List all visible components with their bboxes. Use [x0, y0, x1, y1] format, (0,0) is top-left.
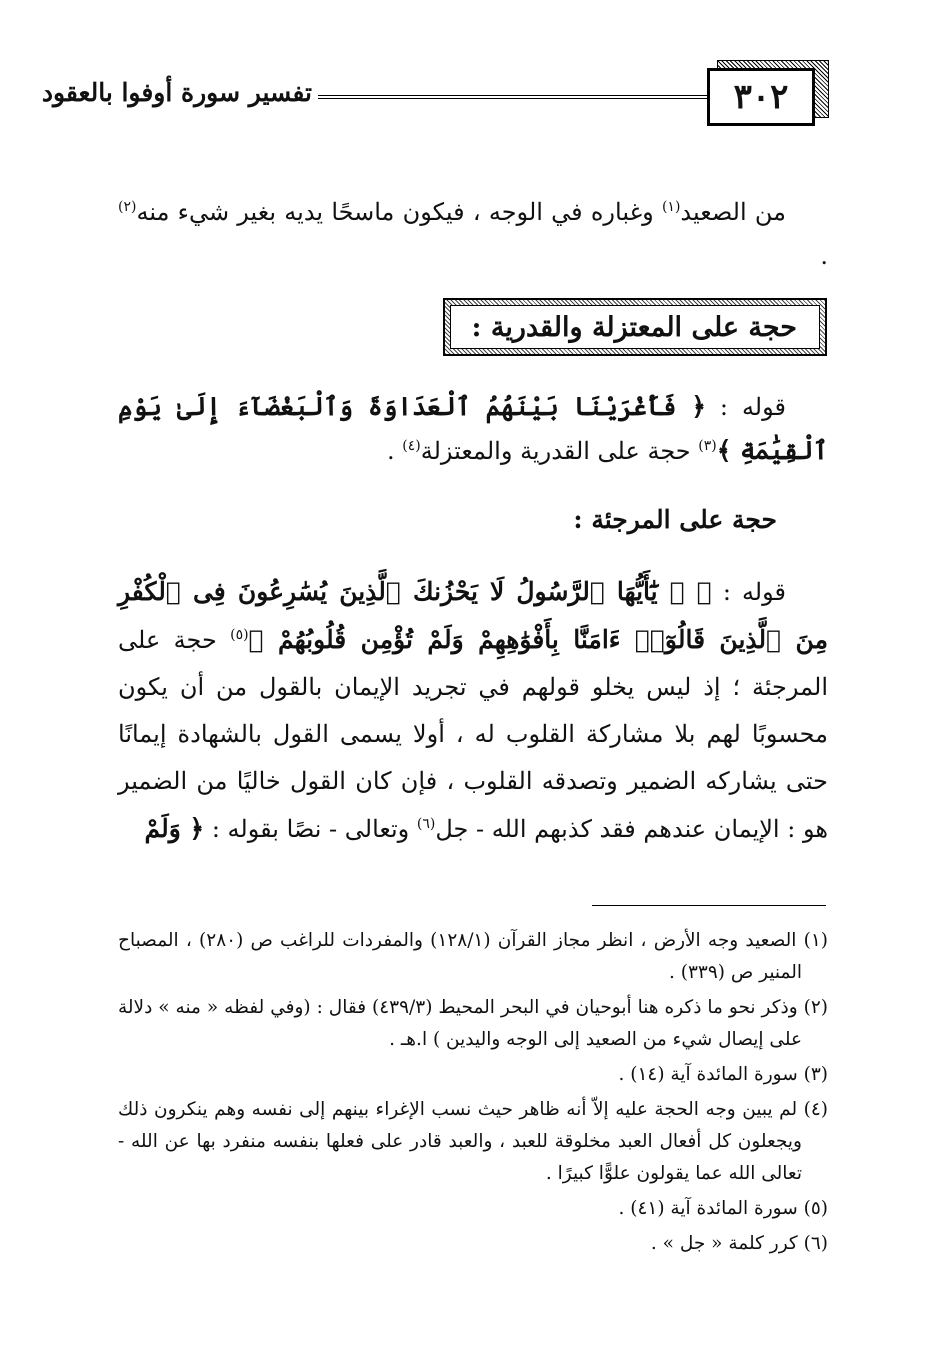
paragraph-3 [118, 568, 828, 853]
footnote-ref-4: (٤) [402, 438, 421, 454]
p3-lead: قوله : [711, 578, 786, 606]
footnote-ref-5: (٥) [230, 627, 249, 643]
footnote-6: (٦) كرر كلمة « جل » . [650, 1233, 828, 1254]
paragraph-2 [118, 385, 828, 473]
section-heading-murjia: حجة على المرجئة : [573, 505, 777, 534]
p1-text2: وغباره في الوجه ، فيكون ماسحًا يديه بغير شيء منه [136, 198, 662, 226]
p1-text3: . [820, 242, 828, 270]
p2-end: . [387, 437, 403, 465]
footnotes [118, 925, 828, 1263]
section-heading-box [443, 298, 827, 356]
header-rule [318, 95, 707, 99]
p3-text: حجة على المرجئة ؛ إذ ليس يخلو قولهم في تجريد الإيمان بالقول من أن يكون محسوبًا لهم بلا مشاركة القلوب له ، أولا يسمى القول بالشهادة إيمانًا حتى يشاركه الضمير وتصدقه القلوب ، فإن كان القول خاليًا من الضمير هو : الإيمان عندهم فقد كذبهم الله - جل [118, 626, 829, 843]
quran-verse-1: ﴿ فَأَغْرَيْنَا بَيْنَهُمُ ٱلْعَدَاوَةَ وَٱلْبَغْضَآءَ إِلَىٰ يَوْمِ ٱلْقِيَٰمَةِ ﴾ [118, 392, 828, 465]
footnote-5: (٥) سورة المائدة آية (٤١) . [618, 1198, 828, 1219]
footnote-4: (٤) لم يبين وجه الحجة عليه إلاّ أنه ظاهر حيث نسب الإغراء بينهم إلى نفسه وهم ينكرون ذلك ويجعلون كل أفعال العبد مخلوقة للعبد ، والعبد قادر على فعلها بنفسه منفرد بها عن الله - تعالى الله عما يقولون علوًّا كبيرًا . [118, 1099, 828, 1184]
p2-text: حجة على القدرية والمعتزلة [420, 437, 699, 465]
footnote-separator [592, 905, 826, 906]
page-number: ٣٠٢ [707, 68, 815, 126]
p2-lead: قوله : [706, 393, 786, 421]
section-heading-mutazila: حجة على المعتزلة والقدرية : [450, 305, 820, 349]
quran-verse-2: ﴿ ۞ يَٰٓأَيُّهَا ٱلرَّسُولُ لَا يَحْزُنكَ ٱلَّذِينَ يُسَٰرِعُونَ فِى ٱلْكُفْرِ مِنَ ٱلَّذِينَ قَالُوٓا۟ ءَامَنَّا بِأَفْوَٰهِهِمْ وَلَمْ تُؤْمِن قُلُوبُهُمْ ﴾ [118, 577, 828, 654]
footnote-ref-3: (٣) [698, 438, 717, 454]
footnote-ref-1: (١) [661, 199, 681, 215]
running-title: تفسير سورة أوفوا بالعقود [41, 78, 312, 107]
footnote-3: (٣) سورة المائدة آية (١٤) . [618, 1064, 828, 1085]
footnote-2: (٢) وذكر نحو ما ذكره هنا أبوحيان في البحر المحيط (٤٣٩/٣) فقال : (وفي لفظه « منه » دلالة على إيصال شيء من الصعيد إلى الوجه واليدين ) ا.هـ . [118, 997, 828, 1050]
p1-text: من الصعيد [680, 198, 786, 226]
footnote-1: (١) الصعيد وجه الأرض ، انظر مجاز القرآن (١٢٨/١) والمفردات للراغب ص (٢٨٠) ، المصباح المنير ص (٣٣٩) . [118, 930, 828, 983]
quran-verse-3: ﴿ وَلَمْ [144, 814, 205, 843]
paragraph-1 [118, 190, 828, 278]
footnote-ref-2: (٢) [118, 199, 137, 215]
footnote-ref-6: (٦) [416, 816, 436, 832]
p3-text2: وتعالى - نصًا بقوله : [204, 815, 417, 843]
